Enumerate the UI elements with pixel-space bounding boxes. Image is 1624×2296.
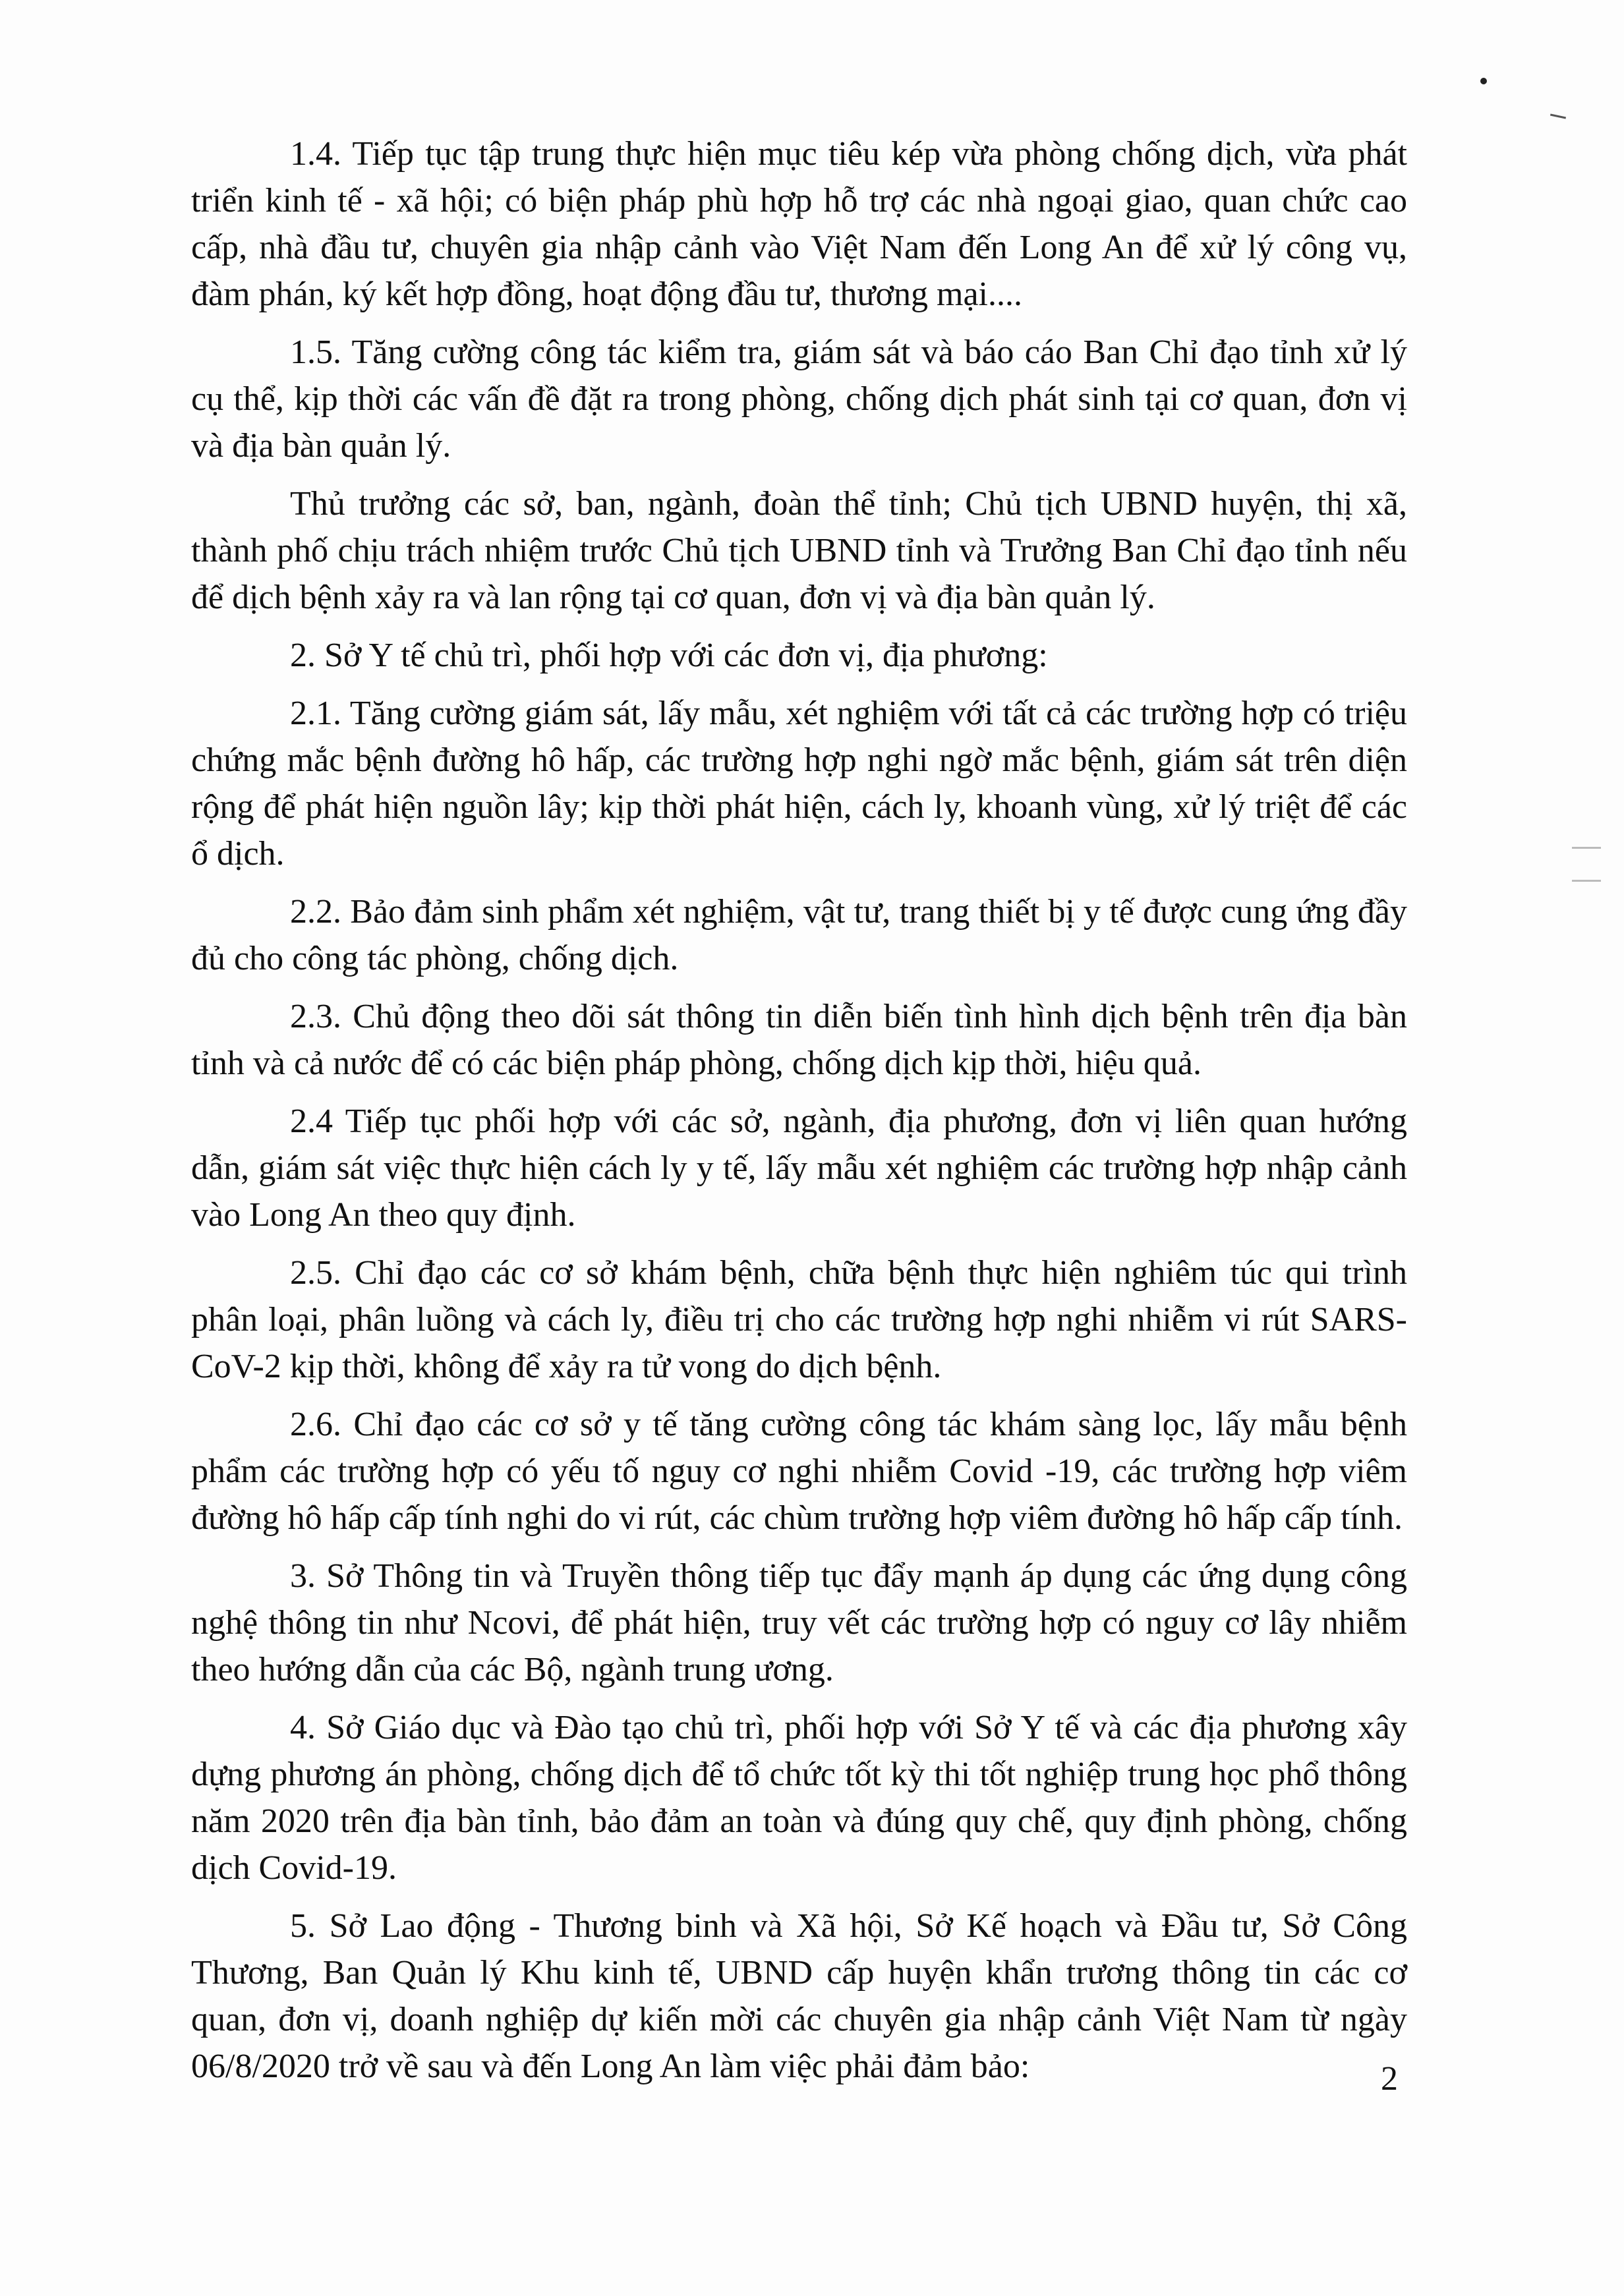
paragraph-2: 2. Sở Y tế chủ trì, phối hợp với các đơn vị, địa phương: — [290, 637, 1048, 674]
paragraph-2-6: 2.6. Chỉ đạo các cơ sở y tế tăng cường công tác khám sàng lọc, lấy mẫu bệnh phẩm các trường hợp có yếu tố nguy cơ nghi nhiễm Covid -19, các trường hợp viêm đường hô hấp cấp tính nghi do vi rút, các chùm trường hợp viêm đường hô hấp cấp tính. — [191, 1406, 1407, 1537]
scan-mark — [1572, 847, 1601, 849]
paragraph-5: 5. Sở Lao động - Thương binh và Xã hội, Sở Kế hoạch và Đầu tư, Sở Công Thương, Ban Quản lý Khu kinh tế, UBND cấp huyện khẩn trương thông tin các cơ quan, đơn vị, doanh nghiệp dự kiến mời các chuyên gia nhập cảnh Việt Nam từ ngày 06/8/2020 trở về sau và đến Long An làm việc phải đảm bảo: — [191, 1907, 1407, 2085]
paragraph-2-5: 2.5. Chỉ đạo các cơ sở khám bệnh, chữa bệnh thực hiện nghiêm túc qui trình phân loại, phân luồng và cách ly, điều trị cho các trường hợp nghi nhiễm vi rút SARS-CoV-2 kịp thời, không để xảy ra tử vong do dịch bệnh. — [191, 1254, 1407, 1385]
paragraph-2-3: 2.3. Chủ động theo dõi sát thông tin diễn biến tình hình dịch bệnh trên địa bàn tỉnh và cả nước để có các biện pháp phòng, chống dịch kịp thời, hiệu quả. — [191, 998, 1407, 1082]
paragraph-1-4: 1.4. Tiếp tục tập trung thực hiện mục tiêu kép vừa phòng chống dịch, vừa phát triển kinh tế - xã hội; có biện pháp phù hợp hỗ trợ các nhà ngoại giao, quan chức cao cấp, nhà đầu tư, chuyên gia nhập cảnh vào Việt Nam đến Long An để xử lý công vụ, đàm phán, ký kết hợp đồng, hoạt động đầu tư, thương mại.... — [191, 135, 1407, 313]
paragraph-3: 3. Sở Thông tin và Truyền thông tiếp tục đẩy mạnh áp dụng các ứng dụng công nghệ thông tin như Ncovi, để phát hiện, truy vết các trường hợp có nguy cơ lây nhiễm theo hướng dẫn của các Bộ, ngành trung ương. — [191, 1557, 1407, 1688]
scan-speck — [1480, 78, 1487, 84]
document-body — [191, 130, 1407, 2101]
scan-mark — [1550, 114, 1566, 119]
paragraph-2-1: 2.1. Tăng cường giám sát, lấy mẫu, xét nghiệm với tất cả các trường hợp có triệu chứng mắc bệnh đường hô hấp, các trường hợp nghi ngờ mắc bệnh, giám sát trên diện rộng để phát hiện nguồn lây; kịp thời phát hiện, cách ly, khoanh vùng, xử lý triệt để các ổ dịch. — [191, 695, 1407, 873]
page-number: 2 — [1381, 2060, 1398, 2098]
paragraph-responsibility: Thủ trưởng các sở, ban, ngành, đoàn thể tỉnh; Chủ tịch UBND huyện, thị xã, thành phố chịu trách nhiệm trước Chủ tịch UBND tỉnh và Trưởng Ban Chỉ đạo tỉnh nếu để dịch bệnh xảy ra và lan rộng tại cơ quan, đơn vị và địa bàn quản lý. — [191, 485, 1407, 616]
paragraph-2-2: 2.2. Bảo đảm sinh phẩm xét nghiệm, vật tư, trang thiết bị y tế được cung ứng đầy đủ cho công tác phòng, chống dịch. — [191, 893, 1407, 977]
paragraph-4: 4. Sở Giáo dục và Đào tạo chủ trì, phối hợp với Sở Y tế và các địa phương xây dựng phương án phòng, chống dịch để tổ chức tốt kỳ thi tốt nghiệp trung học phổ thông năm 2020 trên địa bàn tỉnh, bảo đảm an toàn và đúng quy chế, quy định phòng, chống dịch Covid-19. — [191, 1709, 1407, 1887]
paragraph-1-5: 1.5. Tăng cường công tác kiểm tra, giám sát và báo cáo Ban Chỉ đạo tỉnh xử lý cụ thể, kịp thời các vấn đề đặt ra trong phòng, chống dịch phát sinh tại cơ quan, đơn vị và địa bàn quản lý. — [191, 333, 1407, 465]
paragraph-2-4: 2.4 Tiếp tục phối hợp với các sở, ngành, địa phương, đơn vị liên quan hướng dẫn, giám sát việc thực hiện cách ly y tế, lấy mẫu xét nghiệm các trường hợp nhập cảnh vào Long An theo quy định. — [191, 1103, 1407, 1234]
scan-mark — [1572, 880, 1601, 882]
